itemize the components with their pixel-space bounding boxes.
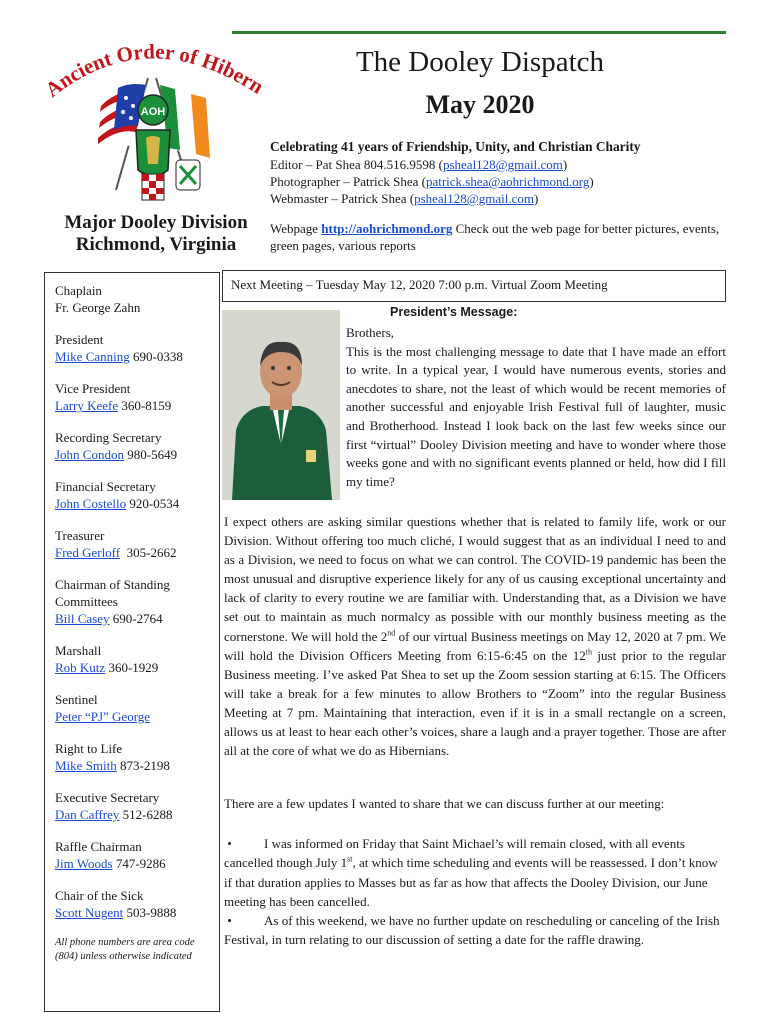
officer-entry — [55, 642, 219, 676]
officer-title: Marshall — [55, 643, 102, 658]
webmaster-line: Webmaster – Patrick Shea (psheal128@gmail.com) — [270, 191, 539, 206]
officer-entry — [55, 576, 219, 627]
editor-line: Editor – Pat Shea 804.516.9598 (psheal128@gmail.com) — [270, 157, 568, 172]
officer-name[interactable]: Rob Kutz — [55, 660, 106, 675]
officer-entry — [55, 887, 219, 921]
bullet-icon: • — [224, 913, 232, 929]
updates-intro: There are a few updates I wanted to share that we can discuss further at our meeting: — [224, 796, 665, 811]
aoh-logo — [38, 40, 270, 215]
photographer-email-link[interactable]: patrick.shea@aohrichmond.org — [425, 174, 590, 189]
officer-entry — [55, 429, 219, 463]
division-location: Richmond, Virginia — [75, 234, 237, 255]
issue-date: May 2020 — [425, 90, 535, 119]
phone-note: All phone numbers are area code (804) unless otherwise indicated — [55, 937, 195, 962]
header-rule — [232, 31, 726, 34]
officer-title: Sentinel — [55, 692, 98, 707]
officer-title: Vice President — [55, 381, 131, 396]
officer-title: Recording Secretary — [55, 430, 162, 445]
officer-name[interactable]: Jim Woods — [55, 856, 113, 871]
officer-name[interactable]: Mike Smith — [55, 758, 117, 773]
officer-phone: 512-6288 — [119, 807, 173, 822]
list-item: • I was informed on Friday that Saint Michael’s will remain closed, with all events cancelled though July 1st, at which time scheduling and events will be reassessed. I don’t know if that duration applies to Masses but as far as how that affects the Dooley Division, our June meeting has been cancelled. — [224, 836, 718, 909]
officer-name[interactable]: John Condon — [55, 447, 124, 462]
message-paragraph-2: I expect others are asking similar questions whether that is related to family life, work or our Division. Without offering too much cliché, I would suggest that as an individual I need to and as a Division, we need to focus on what we can control. The COVID-19 pandemic has been the most unusual and disruptive experience likely for any of us causing exceptional uncertainty and lack of clarity to every routine we are familiar with. Understanding that, as a Division we have set out to maintain as much normalcy as possible with our monthly business meeting as the cornerstone. We will hold the 2nd of our virtual Business meetings on May 12, 2020 at 7 pm. We will hold the Division Officers Meeting from 6:15-6:45 on the 12th just prior to the regular Business meeting. I’ve asked Pat Shea to set up the Zoom session starting at 6:15. The Officers will take a break for a few minutes to allow Brothers to “Zoom” into the regular Business Meeting at 7 pm. Maintaining that interaction, even if it is in a small rectangle on a screen, allows us at least to hear each other’s voices, share a laugh and a prayer together. Those are after all at the core of what we do as Hibernians. — [224, 514, 726, 759]
president-portrait-icon — [222, 310, 340, 500]
svg-text:Ancient Order of Hibernians — [38, 40, 268, 102]
presidents-message-heading: President’s Message: — [390, 305, 518, 319]
officer-phone: 873-2198 — [116, 758, 170, 773]
officer-entry — [55, 838, 219, 872]
officer-title: Treasurer — [55, 528, 105, 543]
officer-entry — [55, 331, 219, 365]
next-meeting-text: Next Meeting – Tuesday May 12, 2020 7:00 p.m. Virtual Zoom Meeting — [231, 277, 608, 292]
officer-phone: 503-9888 — [123, 905, 177, 920]
tagline: Celebrating 41 years of Friendship, Unity, and Christian Charity — [270, 139, 641, 154]
officer-phone: 360-8159 — [118, 398, 172, 413]
officer-name[interactable]: Fred Gerloff — [55, 545, 121, 560]
officer-entry — [55, 380, 219, 414]
officer-entry — [55, 527, 219, 561]
officer-title: Chairman of Standing Committees — [55, 577, 170, 609]
division-name-block — [40, 212, 272, 256]
logo-arc-text: Ancient Order of Hibern — [40, 40, 269, 102]
officer-title: President — [55, 332, 104, 347]
officer-title: Right to Life — [55, 741, 123, 756]
editor-email-link[interactable]: psheal128@gmail.com — [442, 157, 563, 172]
officer-name[interactable]: Dan Caffrey — [55, 807, 120, 822]
webpage-line: Webpage http://aohrichmond.org Check out the web page for better pictures, events, green pages, various reports — [270, 221, 720, 253]
officer-name[interactable]: Larry Keefe — [55, 398, 119, 413]
division-name: Major Dooley Division — [64, 212, 248, 233]
officer-list — [55, 282, 219, 921]
updates-list — [224, 834, 726, 950]
officer-phone: 920-0534 — [126, 496, 180, 511]
photographer-line: Photographer – Patrick Shea (patrick.shea@aohrichmond.org) — [270, 174, 594, 189]
officer-name[interactable]: Peter “PJ” George — [55, 709, 151, 724]
greeting: Brothers, — [346, 325, 395, 340]
officer-name[interactable]: John Costello — [55, 496, 127, 511]
officer-name[interactable]: Bill Casey — [55, 611, 110, 626]
officer-phone: 360-1929 — [105, 660, 159, 675]
officer-entry — [55, 789, 219, 823]
officer-title: Raffle Chairman — [55, 839, 142, 854]
officer-name: Fr. George Zahn — [55, 300, 141, 315]
officer-name[interactable]: Scott Nugent — [55, 905, 124, 920]
emblem-text: AOH — [140, 106, 166, 118]
officer-title: Chaplain — [55, 283, 102, 298]
officer-name[interactable]: Mike Canning — [55, 349, 130, 364]
bullet-icon: • — [224, 836, 232, 851]
president-photo — [222, 310, 340, 500]
webpage-link[interactable]: http://aohrichmond.org — [321, 221, 453, 236]
officer-title: Financial Secretary — [55, 479, 156, 494]
officer-phone: 747-9286 — [112, 856, 166, 871]
next-meeting-box — [222, 270, 726, 302]
officer-entry — [55, 691, 219, 725]
officer-phone: 690-2764 — [109, 611, 163, 626]
officer-entry — [55, 282, 219, 316]
officer-phone: 690-0338 — [129, 349, 183, 364]
message-paragraph-1: This is the most challenging message to date that I have made an effort to write. In a typical year, I would have numerous events, stories and anecdotes to share, not the least of which would be recent memories of another successful and enjoyable Irish Festival full of laughter, music and Brotherhood. Instead I look back on the last few weeks since our first “virtual” Dooley Division meeting and have to wonder where those weeks gone and with no significant events planned or held, how did I fill my time? — [346, 343, 726, 489]
aoh-emblem-icon — [38, 40, 270, 215]
officer-entry — [55, 740, 219, 774]
presidents-message-intro — [346, 324, 726, 491]
webmaster-email-link[interactable]: psheal128@gmail.com — [414, 191, 534, 206]
officer-entry — [55, 478, 219, 512]
list-item: • As of this weekend, we have no further update on rescheduling or canceling of the Irish Festival, in turn relating to our discussion of setting a date for the raffle drawing. — [224, 913, 720, 948]
officer-title: Chair of the Sick — [55, 888, 144, 903]
officer-phone: 980-5649 — [123, 447, 178, 462]
officers-sidebar — [44, 272, 220, 1012]
officer-phone: 305-2662 — [120, 545, 177, 560]
publication-title: The Dooley Dispatch — [355, 46, 605, 78]
officer-title: Executive Secretary — [55, 790, 160, 805]
